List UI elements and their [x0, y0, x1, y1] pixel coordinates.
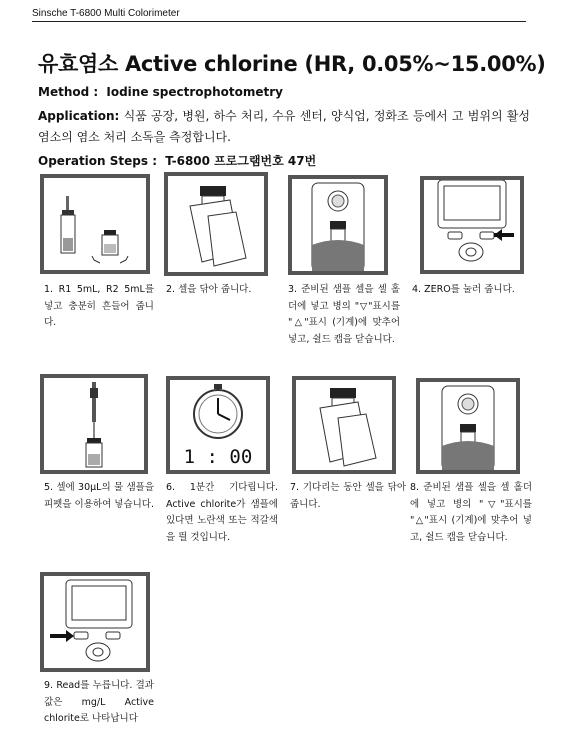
pipette-icon	[44, 378, 144, 470]
step-6-image	[166, 376, 270, 474]
step-9-image	[40, 572, 150, 672]
step-3-caption: 3. 준비된 샘플 셀을 셀 홀더에 넣고 병의 "▽"표시를 "△"표시 (기계)에 맞추어 넣고, 쉴드 캡을 닫습니다.	[288, 284, 400, 345]
page-title: 유효염소 Active chlorine (HR, 0.05%~15.00%)	[38, 52, 546, 76]
step-2-image	[164, 172, 268, 276]
reagent-bottles-icon	[44, 178, 146, 270]
application-text: 식품 공장, 병원, 하수 처리, 수유 센터, 양식업, 정화조 등에서 고 범위의 활성 염소의 염소 처리 소독을 측정합니다.	[38, 109, 530, 144]
step-7-caption: 7. 기다리는 동안 셀을 닦아 줍니다.	[290, 482, 406, 510]
stopwatch-icon	[170, 384, 266, 444]
step-7-image	[292, 376, 396, 474]
method-label: Method :	[38, 85, 99, 99]
operation-text: T-6800 프로그램번호 47번	[165, 154, 317, 168]
step-1-caption: 1. R1 5mL, R2 5mL를 넣고 충분히 흔들어 줍니다.	[44, 284, 154, 328]
application-paragraph	[38, 106, 530, 148]
step-3-image	[288, 175, 388, 275]
wiping-cell-icon	[296, 380, 392, 470]
step-8-image	[416, 378, 520, 474]
step-5-caption: 5. 셀에 30μL의 물 샘플을 피펫을 이용하여 넣습니다.	[44, 482, 155, 510]
step-2-caption: 2. 셀을 닦아 줍니다.	[166, 284, 252, 295]
operation-steps-line	[38, 152, 316, 169]
method-line	[38, 85, 283, 99]
timer-display: 1 : 00	[183, 446, 253, 468]
step-9-caption: 9. Read를 누릅니다. 결과 값은 mg/L Active chlorite로 나타납니다	[44, 680, 154, 724]
cell-holder-icon	[292, 179, 384, 271]
method-value: Iodine spectrophotometry	[106, 85, 283, 99]
read-button-device-icon	[44, 576, 146, 668]
step-8-caption: 8. 준비된 샘플 셀을 셀 홀더에 넣고 병의 "▽"표시를 "△"표시 (기계)에 맞추어 넣고, 쉴드 캡을 닫습니다.	[410, 482, 532, 543]
step-6-caption: 6. 1분간 기다립니다. Active chlorite가 샘플에 있다면 노란색 또는 적갈색을 띌 것입니다.	[166, 482, 278, 543]
step-1-image	[40, 174, 150, 274]
application-label: Application:	[38, 109, 120, 123]
step-5-image	[40, 374, 148, 474]
zero-button-device-icon	[424, 180, 520, 270]
step-4-caption: 4. ZERO를 눌러 줍니다.	[412, 284, 515, 295]
wiping-cell-icon	[168, 176, 264, 272]
operation-label: Operation Steps :	[38, 154, 157, 168]
step-4-image	[420, 176, 524, 274]
cell-holder-icon	[420, 382, 516, 470]
page-header: Sinsche T-6800 Multi Colorimeter	[32, 8, 526, 22]
